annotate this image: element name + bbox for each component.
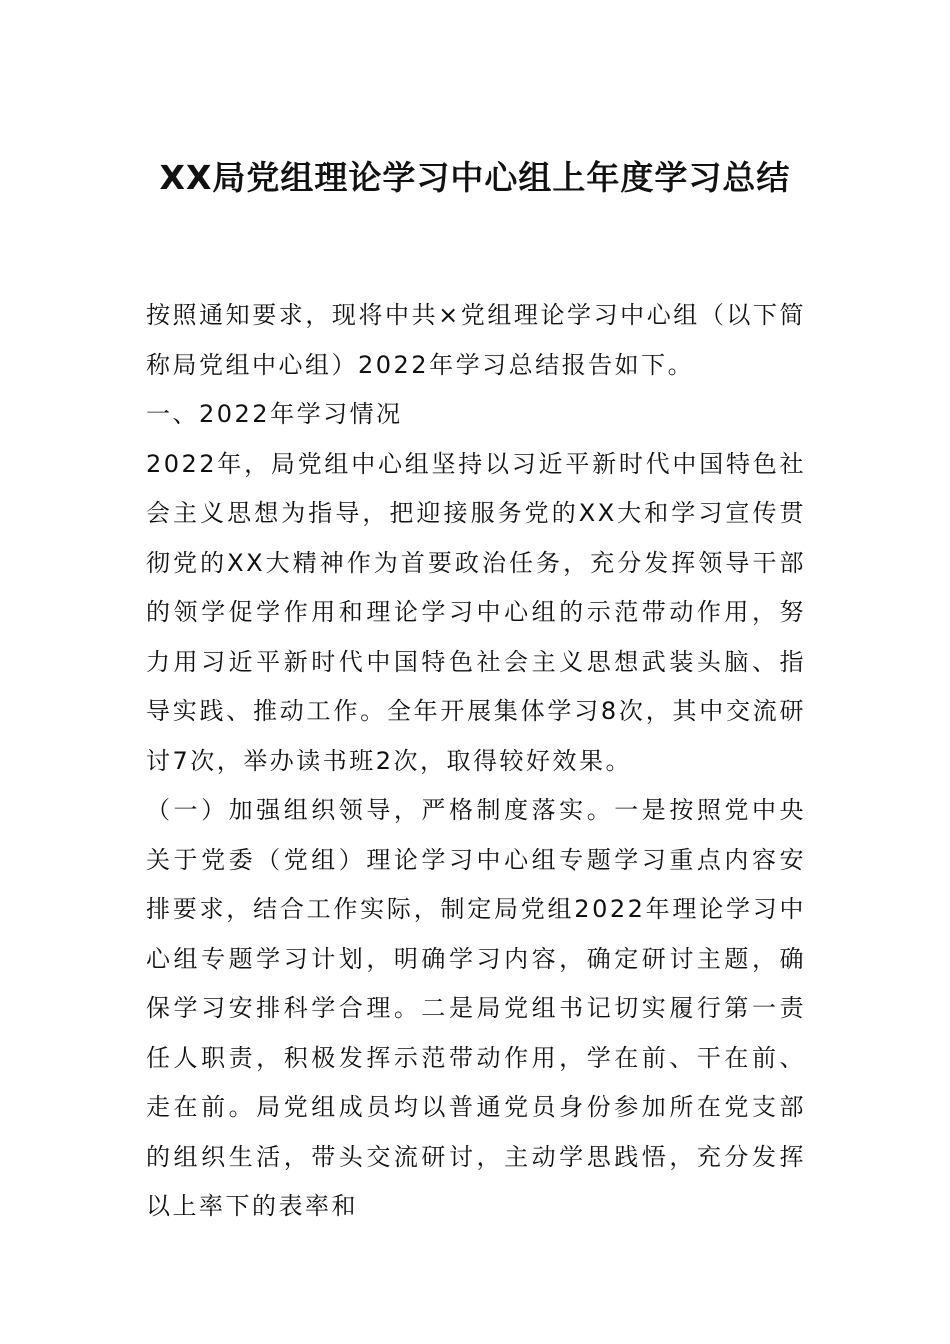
intro-paragraph: 按照通知要求，现将中共×党组理论学习中心组（以下简称局党组中心组）2022年学习总结报告如下。 (146, 301, 806, 379)
document-body (146, 291, 806, 1232)
subsection-paragraph: （一）加强组织领导，严格制度落实。一是按照党中央关于党委（党组）理论学习中心组专题学习重点内容安排要求，结合工作实际，制定局党组2022年理论学习中心组专题学习计划，明确学习内容，确定研讨主题，确保学习安排科学合理。二是局党组书记切实履行第一责任人职责，积极发挥示范带动作用，学在前、干在前、走在前。局党组成员均以普通党员身份参加所在党支部的组织生活，带头交流研讨，主动学思践悟，充分发挥以上率下的表率和 (146, 796, 806, 1220)
document-title: XX局党组理论学习中心组上年度学习总结 (159, 158, 791, 197)
summary-paragraph: 2022年，局党组中心组坚持以习近平新时代中国特色社会主义思想为指导，把迎接服务党的XX大和学习宣传贯彻党的XX大精神作为首要政治任务，充分发挥领导干部的领学促学作用和理论学习中心组的示范带动作用，努力用习近平新时代中国特色社会主义思想武装头脑、指导实践、推动工作。全年开展集体学习8次，其中交流研讨7次，举办读书班2次，取得较好效果。 (146, 449, 806, 775)
section-heading: 一、2022年学习情况 (146, 400, 403, 428)
